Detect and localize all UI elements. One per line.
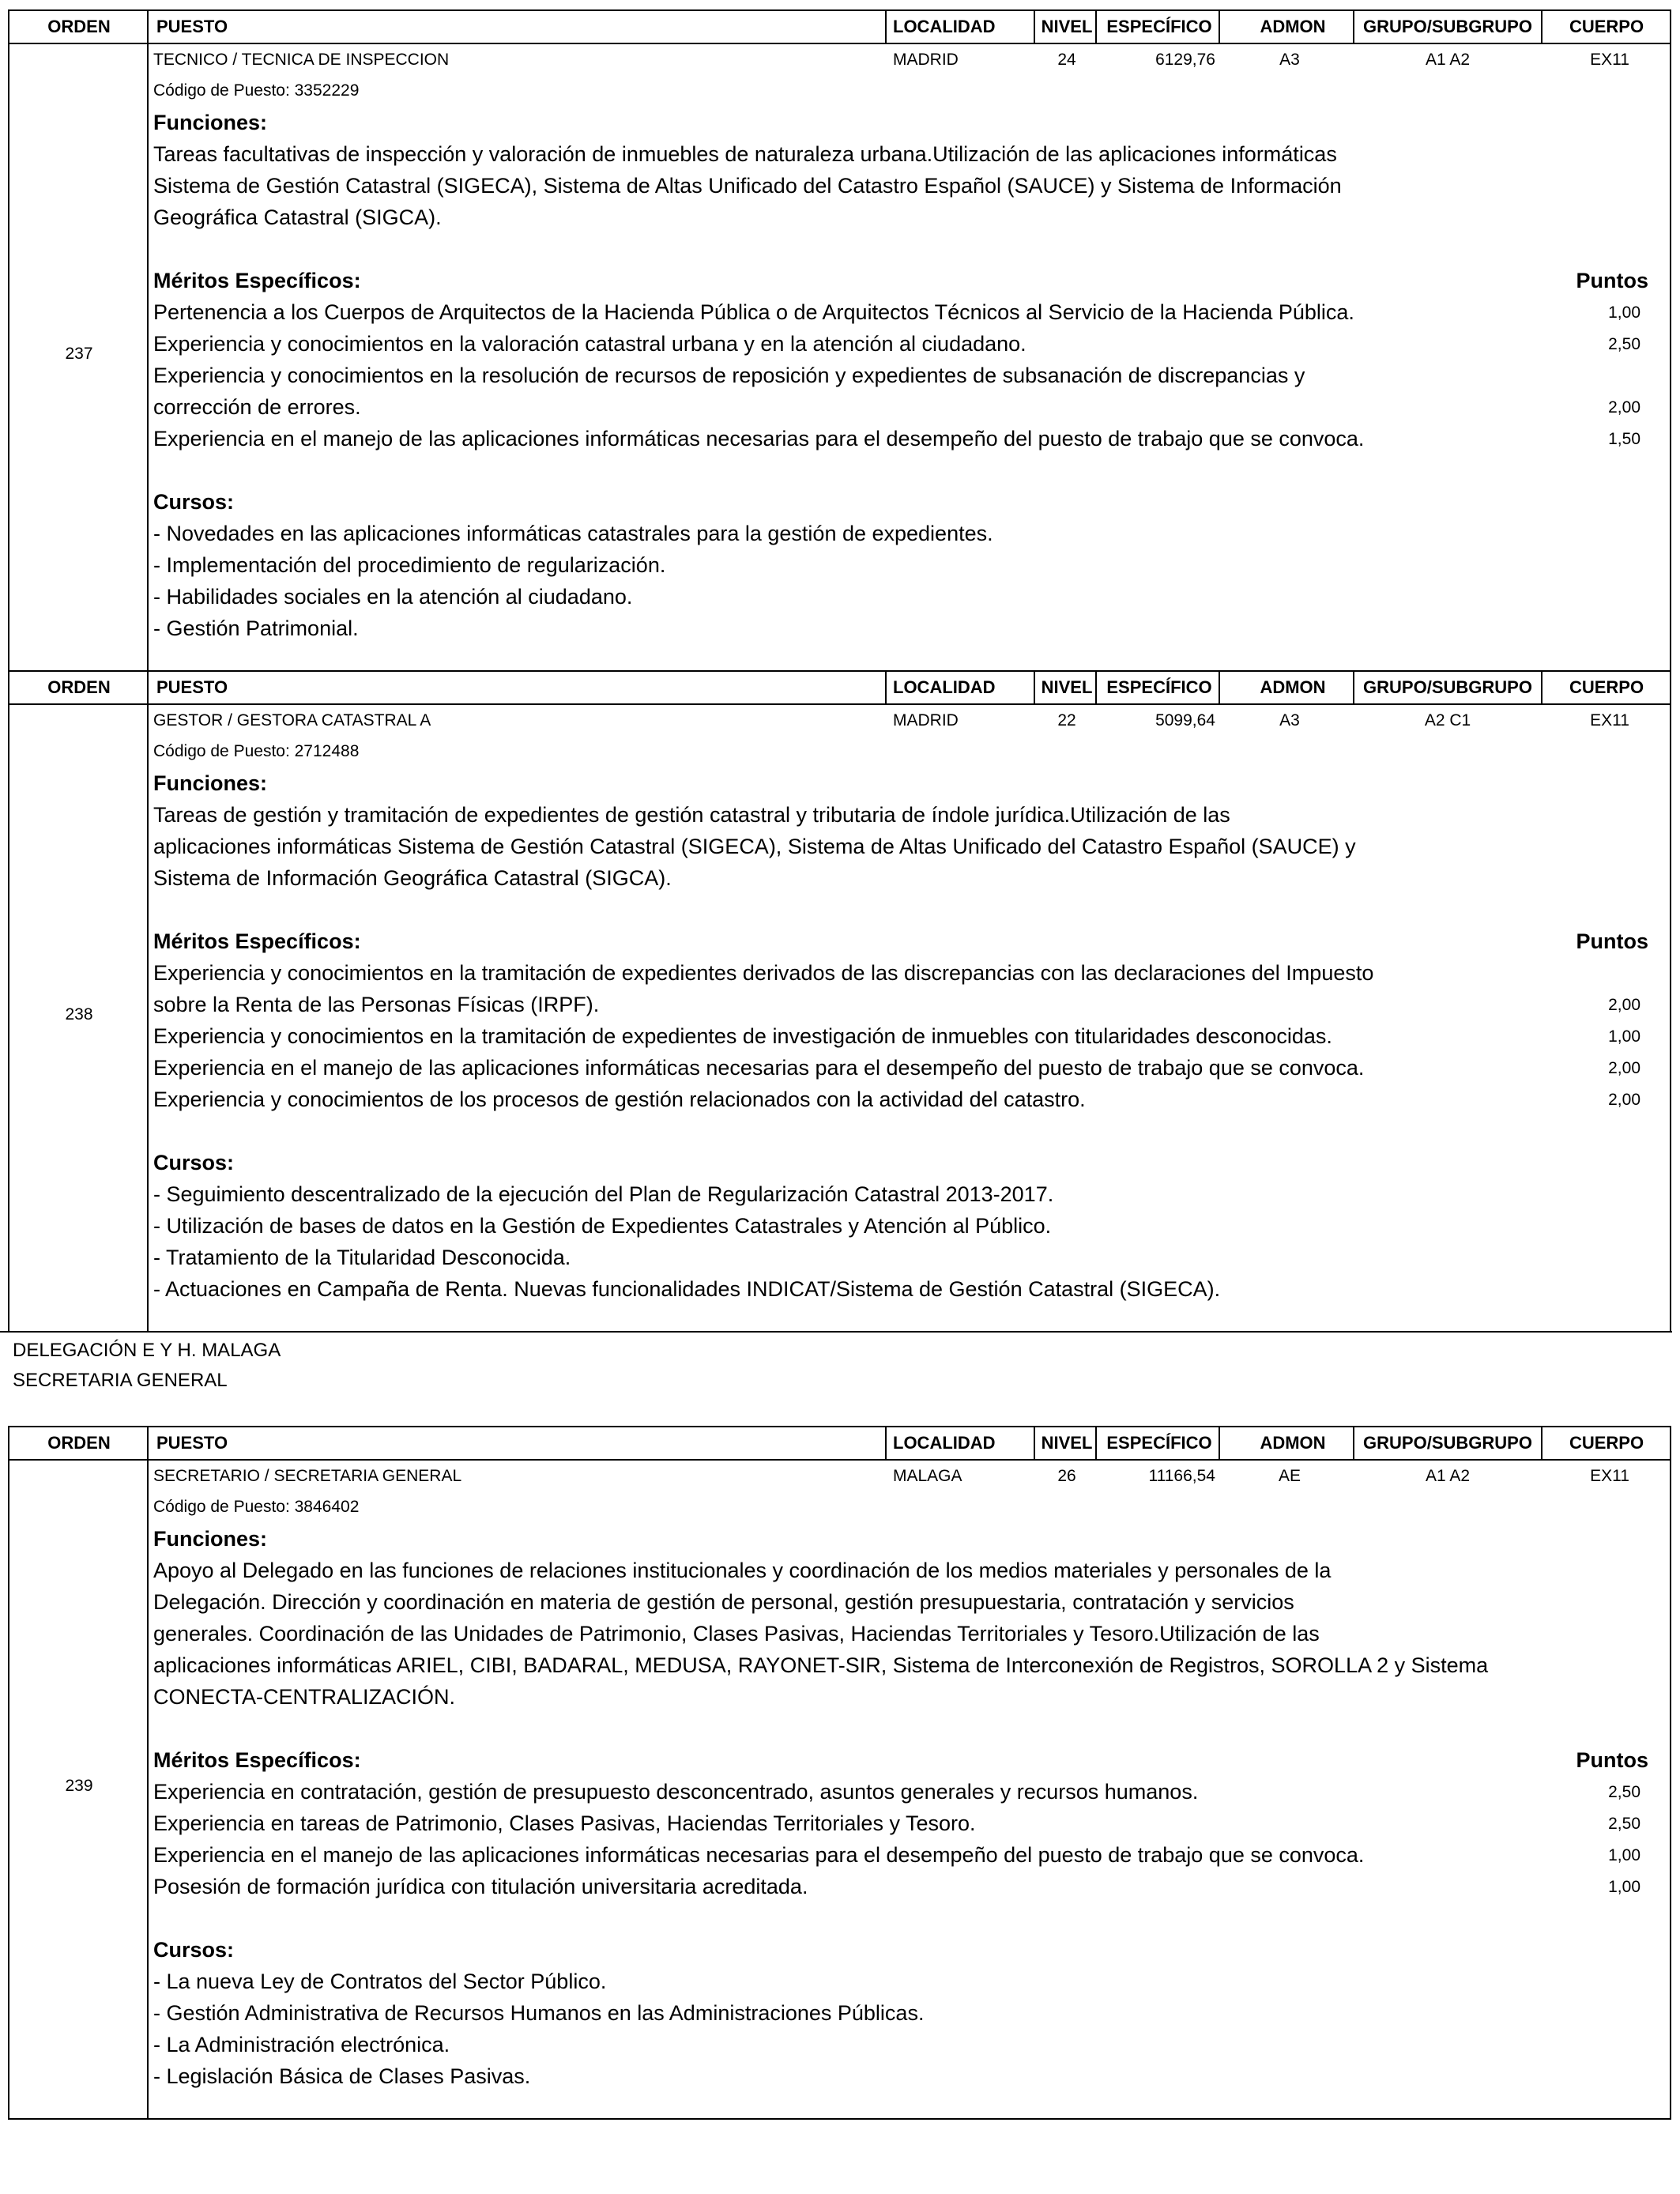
curso-line: - Tratamiento de la Titularidad Desconocida. [153, 1246, 571, 1269]
codigo-puesto: Código de Puesto: 3846402 [153, 1498, 360, 1516]
puntos-label: Puntos [1576, 929, 1648, 953]
header-grupo: GRUPO/SUBGRUPO [1363, 17, 1532, 36]
meritos-label: Méritos Específicos: [153, 1748, 361, 1772]
curso-line: - La nueva Ley de Contratos del Sector Público. [153, 1970, 607, 1993]
header-orden: ORDEN [47, 677, 111, 697]
header-puesto: PUESTO [156, 17, 228, 36]
merito-line: sobre la Renta de las Personas Físicas (IRPF). [153, 993, 600, 1016]
curso-line: - Seguimiento descentralizado de la ejecución del Plan de Regularización Catastral 2013-2017. [153, 1182, 1054, 1206]
header-nivel: NIVEL [1041, 1433, 1093, 1453]
header-grupo: GRUPO/SUBGRUPO [1363, 677, 1532, 697]
merito-puntos: 1,50 [1608, 430, 1640, 448]
curso-line: - Gestión Administrativa de Recursos Humanos en las Administraciones Públicas. [153, 2001, 925, 2025]
merito-puntos: 1,00 [1608, 1027, 1640, 1046]
divider [1353, 11, 1354, 43]
header-admon: ADMON [1260, 17, 1326, 36]
merito-puntos: 2,00 [1608, 398, 1640, 417]
curso-line: - La Administración electrónica. [153, 2033, 450, 2056]
divider [1219, 11, 1220, 43]
divider [147, 672, 149, 703]
divider [1353, 1427, 1354, 1459]
table-header [9, 672, 1670, 705]
merito-puntos: 1,00 [1608, 1846, 1640, 1864]
header-localidad: LOCALIDAD [893, 677, 996, 697]
divider [1095, 11, 1097, 43]
funciones-line: Sistema de Información Geográfica Catastral (SIGCA). [153, 866, 672, 890]
puesto-block [8, 670, 1671, 1331]
header-admon: ADMON [1260, 677, 1326, 697]
puesto-title: TECNICO / TECNICA DE INSPECCION [153, 51, 450, 69]
funciones-line: aplicaciones informáticas ARIEL, CIBI, BADARAL, MEDUSA, RAYONET-SIR, Sistema de Interconexión de Registros, SOROLLA 2 y Sistema [153, 1653, 1489, 1677]
puesto-title: GESTOR / GESTORA CATASTRAL A [153, 711, 431, 729]
orden-value: 239 [65, 1777, 93, 1795]
localidad-value: MADRID [893, 711, 959, 729]
merito-line: Experiencia y conocimientos de los procesos de gestión relacionados con la actividad del catastro. [153, 1088, 1086, 1111]
divider [1095, 672, 1097, 703]
merito-puntos: 2,00 [1608, 1091, 1640, 1109]
funciones-line: Delegación. Dirección y coordinación en materia de gestión de personal, gestión presupuestaria, contratación y servicios [153, 1590, 1294, 1614]
header-especifico: ESPECÍFICO [1106, 677, 1212, 697]
funciones-line: Apoyo al Delegado en las funciones de relaciones institucionales y coordinación de los medios materiales y personales de la [153, 1559, 1332, 1582]
divider [1541, 1427, 1543, 1459]
localidad-value: MADRID [893, 51, 959, 69]
merito-line: Experiencia y conocimientos en la valoración catastral urbana y en la atención al ciudadano. [153, 332, 1026, 356]
merito-line: Experiencia y conocimientos en la tramitación de expedientes de investigación de inmuebles con titularidades desconocidas. [153, 1024, 1332, 1048]
header-localidad: LOCALIDAD [893, 1433, 996, 1453]
funciones-label: Funciones: [153, 1527, 268, 1551]
delegacion-section [0, 1331, 1672, 1424]
grupo-value: A1 A2 [1425, 51, 1471, 69]
cursos-label: Cursos: [153, 490, 235, 514]
divider [147, 11, 149, 43]
cursos-label: Cursos: [153, 1151, 235, 1174]
header-especifico: ESPECÍFICO [1106, 1433, 1212, 1453]
divider [885, 1427, 887, 1459]
nivel-value: 26 [1057, 1467, 1076, 1485]
merito-line: Experiencia en tareas de Patrimonio, Clases Pasivas, Haciendas Territoriales y Tesoro. [153, 1811, 976, 1835]
merito-line: Experiencia en el manejo de las aplicaciones informáticas necesarias para el desempeño del puesto de trabajo que se convoca. [153, 427, 1365, 450]
grupo-value: A2 C1 [1424, 711, 1471, 729]
delegacion-title: DELEGACIÓN E Y H. MALAGA [13, 1340, 281, 1361]
divider [1353, 672, 1354, 703]
funciones-line: Sistema de Gestión Catastral (SIGECA), Sistema de Altas Unificado del Catastro Español (SAUCE) y Sistema de Información [153, 174, 1342, 198]
curso-line: - Habilidades sociales en la atención al ciudadano. [153, 585, 633, 609]
orden-value: 237 [65, 345, 93, 363]
especifico-value: 6129,76 [1155, 51, 1215, 69]
divider [1219, 1427, 1220, 1459]
merito-line: Experiencia y conocimientos en la tramitación de expedientes derivados de las discrepancias con las declaraciones del Impuesto [153, 961, 1374, 985]
meritos-label: Méritos Específicos: [153, 929, 361, 953]
funciones-line: Tareas facultativas de inspección y valoración de inmuebles de naturaleza urbana.Utilización de las aplicaciones informáticas [153, 142, 1337, 166]
funciones-line: Geográfica Catastral (SIGCA). [153, 205, 442, 229]
header-cuerpo: CUERPO [1569, 677, 1644, 697]
funciones-line: aplicaciones informáticas Sistema de Gestión Catastral (SIGECA), Sistema de Altas Unificado del Catastro Español (SAUCE) y [153, 835, 1356, 858]
orden-value: 238 [65, 1005, 93, 1023]
divider [147, 1427, 149, 1459]
localidad-value: MALAGA [893, 1467, 962, 1485]
divider [1219, 672, 1220, 703]
divider [1034, 672, 1035, 703]
curso-line: - Utilización de bases de datos en la Gestión de Expedientes Catastrales y Atención al Público. [153, 1214, 1052, 1238]
nivel-value: 22 [1057, 711, 1076, 729]
merito-puntos: 2,00 [1608, 1059, 1640, 1077]
cursos-label: Cursos: [153, 1938, 235, 1962]
header-especifico: ESPECÍFICO [1106, 17, 1212, 36]
header-puesto: PUESTO [156, 677, 228, 697]
meritos-label: Méritos Específicos: [153, 269, 361, 292]
puesto-title: SECRETARIO / SECRETARIA GENERAL [153, 1467, 462, 1485]
funciones-label: Funciones: [153, 771, 268, 795]
divider [1095, 1427, 1097, 1459]
merito-line: corrección de errores. [153, 395, 361, 419]
curso-line: - Gestión Patrimonial. [153, 616, 359, 640]
funciones-line: CONECTA-CENTRALIZACIÓN. [153, 1685, 456, 1709]
puntos-label: Puntos [1576, 269, 1648, 292]
admon-value: A3 [1279, 711, 1300, 729]
merito-line: Experiencia en el manejo de las aplicaciones informáticas necesarias para el desempeño del puesto de trabajo que se convoca. [153, 1843, 1365, 1867]
codigo-puesto: Código de Puesto: 2712488 [153, 742, 360, 760]
admon-value: AE [1278, 1467, 1301, 1485]
nivel-value: 24 [1057, 51, 1076, 69]
header-orden: ORDEN [47, 17, 111, 36]
divider [1034, 1427, 1035, 1459]
header-nivel: NIVEL [1041, 677, 1093, 697]
header-orden: ORDEN [47, 1433, 111, 1453]
merito-puntos: 2,50 [1608, 1815, 1640, 1833]
merito-line: Experiencia en el manejo de las aplicaciones informáticas necesarias para el desempeño del puesto de trabajo que se convoca. [153, 1056, 1365, 1080]
merito-puntos: 2,50 [1608, 335, 1640, 353]
merito-line: Experiencia en contratación, gestión de presupuesto desconcentrado, asuntos generales y recursos humanos. [153, 1780, 1199, 1804]
header-cuerpo: CUERPO [1569, 17, 1644, 36]
divider [885, 11, 887, 43]
funciones-line: generales. Coordinación de las Unidades de Patrimonio, Clases Pasivas, Haciendas Territoriales y Tesoro.Utilización de las [153, 1622, 1320, 1646]
curso-line: - Actuaciones en Campaña de Renta. Nuevas funcionalidades INDICAT/Sistema de Gestión Catastral (SIGECA). [153, 1277, 1221, 1301]
especifico-value: 11166,54 [1148, 1467, 1215, 1485]
divider [1034, 11, 1035, 43]
merito-puntos: 1,00 [1608, 303, 1640, 322]
merito-puntos: 2,50 [1608, 1783, 1640, 1801]
funciones-label: Funciones: [153, 111, 268, 134]
merito-line: Pertenencia a los Cuerpos de Arquitectos de la Hacienda Pública o de Arquitectos Técnicos al Servicio de la Hacienda Pública. [153, 300, 1354, 324]
header-nivel: NIVEL [1041, 17, 1093, 36]
delegacion-subtitle: SECRETARIA GENERAL [13, 1370, 228, 1391]
header-admon: ADMON [1260, 1433, 1326, 1453]
puesto-block [8, 9, 1671, 670]
merito-puntos: 2,00 [1608, 996, 1640, 1014]
grupo-value: A1 A2 [1425, 1467, 1471, 1485]
cuerpo-value: EX11 [1590, 711, 1629, 729]
puntos-label: Puntos [1576, 1748, 1648, 1772]
header-localidad: LOCALIDAD [893, 17, 996, 36]
curso-line: - Legislación Básica de Clases Pasivas. [153, 2064, 531, 2088]
especifico-value: 5099,64 [1155, 711, 1215, 729]
admon-value: A3 [1279, 51, 1300, 69]
header-grupo: GRUPO/SUBGRUPO [1363, 1433, 1532, 1453]
curso-line: - Implementación del procedimiento de regularización. [153, 553, 666, 577]
codigo-puesto: Código de Puesto: 3352229 [153, 81, 360, 100]
cuerpo-value: EX11 [1590, 1467, 1629, 1485]
table-header [9, 1427, 1670, 1461]
header-cuerpo: CUERPO [1569, 1433, 1644, 1453]
puesto-block [8, 1426, 1671, 2120]
divider [1541, 672, 1543, 703]
cuerpo-value: EX11 [1590, 51, 1629, 69]
merito-puntos: 1,00 [1608, 1878, 1640, 1896]
funciones-line: Tareas de gestión y tramitación de expedientes de gestión catastral y tributaria de índole jurídica.Utilización de las [153, 803, 1230, 827]
divider [1541, 11, 1543, 43]
header-puesto: PUESTO [156, 1433, 228, 1453]
merito-line: Posesión de formación jurídica con titulación universitaria acreditada. [153, 1875, 808, 1898]
table-header [9, 11, 1670, 44]
curso-line: - Novedades en las aplicaciones informáticas catastrales para la gestión de expedientes. [153, 522, 993, 545]
divider [885, 672, 887, 703]
merito-line: Experiencia y conocimientos en la resolución de recursos de reposición y expedientes de subsanación de discrepancias y [153, 364, 1305, 387]
